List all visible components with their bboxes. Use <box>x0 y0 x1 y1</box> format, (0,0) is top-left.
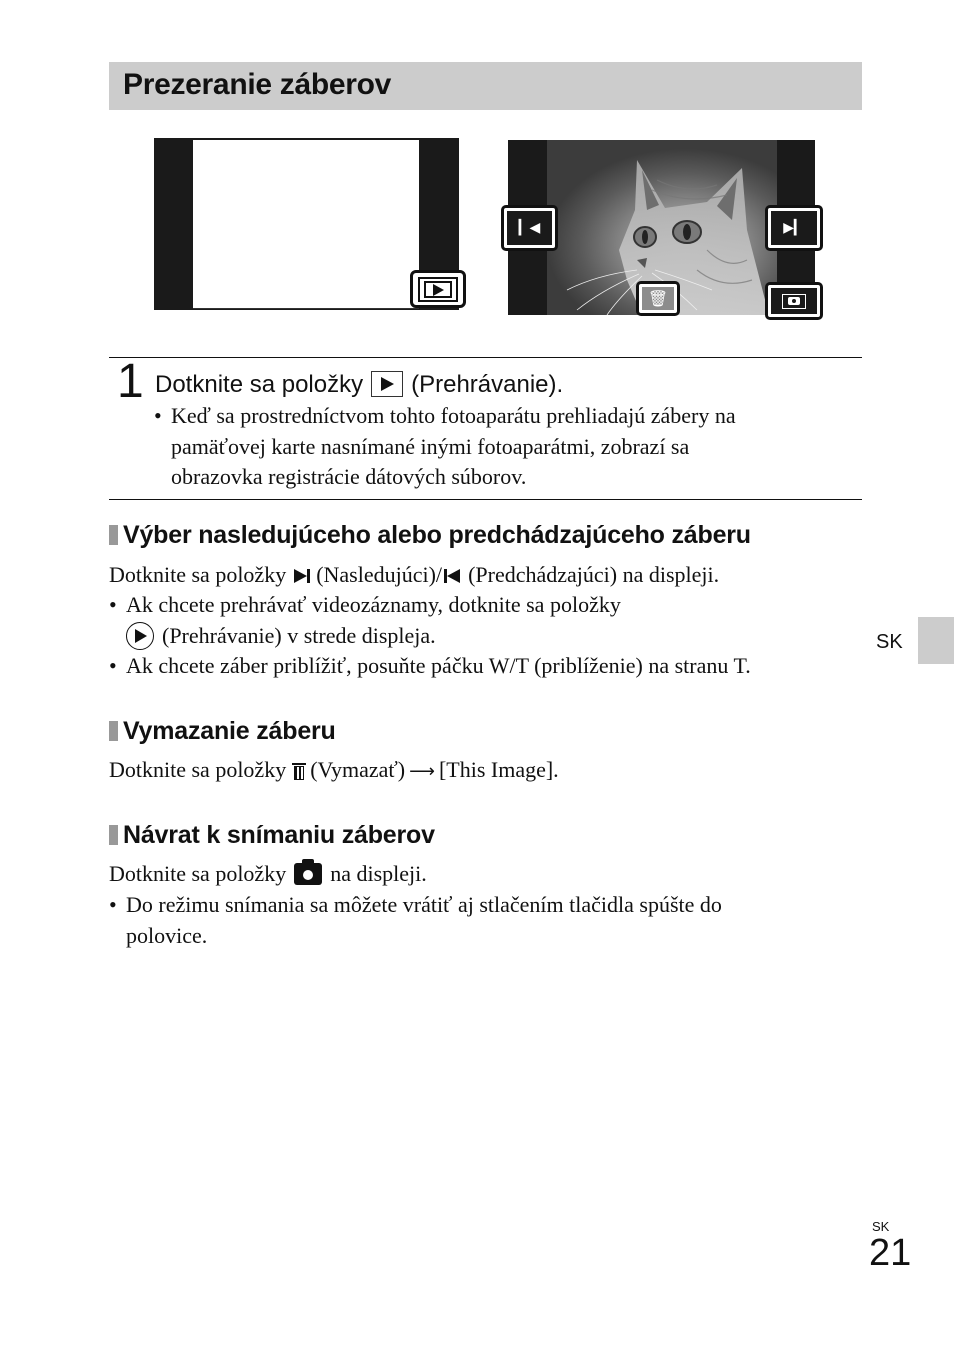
trash-icon <box>292 760 306 780</box>
shooting-mode-button[interactable] <box>765 282 823 320</box>
text: Dotknite sa položky <box>109 757 287 782</box>
next-icon-bar <box>307 569 310 583</box>
camera-icon <box>294 863 322 885</box>
previous-image-button[interactable] <box>501 205 558 251</box>
next-icon: ▶▎ <box>783 220 805 236</box>
next-image-button[interactable] <box>765 205 823 251</box>
previous-icon: ▎◀ <box>518 220 541 236</box>
heading-marker <box>109 825 118 845</box>
delete-button[interactable] <box>636 281 680 316</box>
text: (Prehrávanie) v strede displeja. <box>162 622 436 648</box>
next-icon <box>294 569 307 583</box>
text: [This Image]. <box>438 757 559 782</box>
playback-button-frame <box>418 277 458 302</box>
bullet-list-next-previous <box>109 590 751 682</box>
heading-text: Výber nasledujúceho alebo predchádzajúceho záberu <box>123 521 751 549</box>
section-heading-delete <box>109 717 336 746</box>
camera-icon <box>782 294 806 309</box>
screen-display-area <box>193 140 419 309</box>
trash-icon: 🗑 <box>647 288 669 308</box>
bullet-item: • Ak chcete prehrávať videozáznamy, dotknite sa položky <box>109 590 751 621</box>
note-line: obrazovka registrácie dátových súborov. <box>171 464 527 489</box>
step-number: 1 <box>117 355 144 408</box>
page-language: SK <box>872 1219 890 1234</box>
paragraph-delete <box>109 755 559 788</box>
circle-play-icon <box>126 622 154 650</box>
heading-text: Návrat k snímaniu záberov <box>123 821 435 849</box>
bullet-item-continued <box>109 621 751 652</box>
section-heading-return-shooting <box>109 821 435 850</box>
heading-text: Vymazanie záberu <box>123 717 336 745</box>
text: (Vymazať) <box>310 757 406 782</box>
section-title-bar <box>109 62 862 110</box>
text: Dotknite sa položky <box>109 861 287 886</box>
language-tab-marker <box>918 617 954 664</box>
paragraph-next-previous <box>109 560 719 591</box>
page-number: 21 <box>869 1232 912 1274</box>
text: (Predchádzajúci) na displeji. <box>468 562 720 587</box>
heading-marker <box>109 721 118 741</box>
bullet-item: • Do režimu snímania sa môžete vrátiť aj stlačením tlačidla spúšte do <box>109 890 722 921</box>
bullet-item: • Ak chcete záber priblížiť, posuňte páčku W/T (priblíženie) na stranu T. <box>109 651 751 682</box>
play-icon <box>371 371 403 397</box>
bullet-list-return-shooting <box>109 890 722 951</box>
text: (Nasledujúci)/ <box>316 562 443 587</box>
step-instruction <box>155 370 563 400</box>
note-line: pamäťovej karte nasnímané inými fotoaparátmi, zobrazí sa <box>171 433 690 459</box>
text: na displeji. <box>330 861 427 886</box>
section-heading-next-previous <box>109 521 751 550</box>
step-top-divider <box>109 357 862 358</box>
heading-marker <box>109 525 118 545</box>
step-text-after: (Prehrávanie). <box>411 371 564 398</box>
paragraph-return-shooting <box>109 859 427 890</box>
playback-button[interactable] <box>410 270 466 308</box>
language-tab-label: SK <box>876 631 903 653</box>
play-icon <box>424 281 452 298</box>
step-note <box>154 401 736 493</box>
note-line: • Keď sa prostredníctvom tohto fotoaparátu prehliadajú zábery na <box>154 401 736 432</box>
step-text-before: Dotknite sa položky <box>155 371 364 398</box>
bullet-item-continued: polovice. <box>126 922 208 948</box>
step-bottom-divider <box>109 499 862 500</box>
arrow-icon: ⟶ <box>409 761 435 782</box>
page-title: Prezeranie záberov <box>123 68 392 101</box>
previous-icon <box>447 569 460 583</box>
text: Dotknite sa položky <box>109 562 287 587</box>
